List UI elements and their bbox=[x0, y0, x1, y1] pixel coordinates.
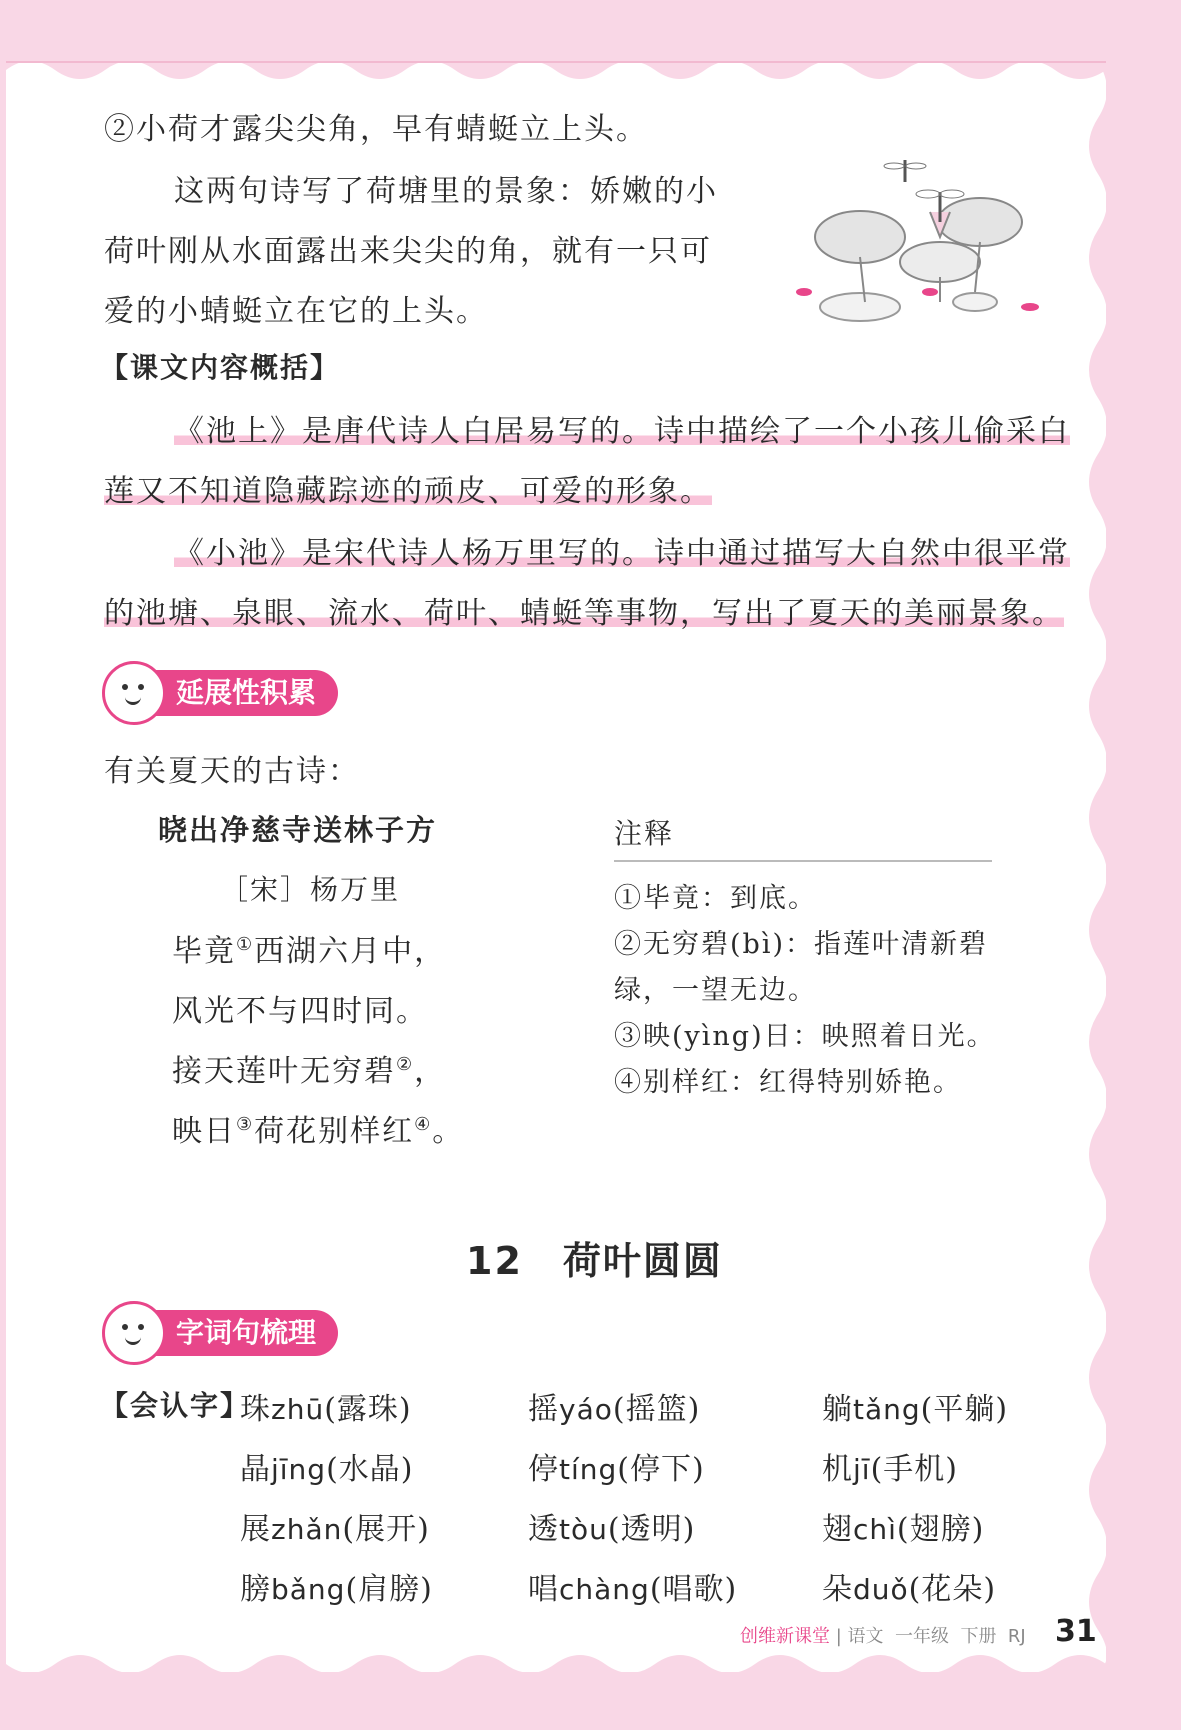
footer: 创维新课堂 | 语文 一年级 下册 RJ bbox=[740, 1626, 1026, 1647]
word-entry: 唱chàng(唱歌) bbox=[528, 1572, 738, 1607]
summary-heading: 【课文内容概括】 bbox=[100, 351, 341, 384]
mascot-icon bbox=[102, 661, 166, 725]
poem-intro: 有关夏天的古诗： bbox=[104, 754, 360, 789]
note-item: ③映(yìng)日：映照着日光。 bbox=[614, 1021, 996, 1052]
explain-line: 这两句诗写了荷塘里的景象：娇嫩的小 bbox=[174, 174, 718, 209]
explain-line: 荷叶刚从水面露出来尖尖的角，就有一只可 bbox=[104, 234, 712, 269]
word-entry: 透tòu(透明) bbox=[528, 1512, 696, 1547]
note-item: ①毕竟：到底。 bbox=[614, 883, 817, 914]
lesson-number: 12 bbox=[466, 1239, 523, 1283]
poem-line: 毕竟①西湖六月中， bbox=[172, 934, 447, 969]
summary-line bbox=[174, 528, 1070, 572]
poem-line: 映日③荷花别样红④。 bbox=[172, 1114, 465, 1149]
word-entry: 珠zhū(露珠) bbox=[240, 1392, 412, 1427]
poem-line: 风光不与四时同。 bbox=[172, 994, 428, 1029]
word-entry: 晶jīng(水晶) bbox=[240, 1452, 414, 1487]
summary-text: 《小池》是宋代诗人杨万里写的。诗中通过描写大自然中很平常 bbox=[174, 536, 1070, 571]
poem-line-2: ②小荷才露尖尖角，早有蜻蜓立上头。 bbox=[104, 112, 648, 147]
word-entry: 膀bǎng(肩膀) bbox=[240, 1572, 433, 1607]
note-item: ④别样红：红得特别娇艳。 bbox=[614, 1067, 962, 1098]
lesson-title bbox=[466, 1230, 723, 1285]
word-entry: 躺tǎng(平躺) bbox=[822, 1392, 1009, 1427]
footer-brand: 创维新课堂 bbox=[740, 1626, 830, 1647]
footer-grade: 一年级 bbox=[895, 1626, 949, 1647]
word-entry: 摇yáo(摇篮) bbox=[528, 1392, 701, 1427]
footer-volume: 下册 bbox=[960, 1626, 997, 1647]
summary-text: 《池上》是唐代诗人白居易写的。诗中描绘了一个小孩儿偷采白 bbox=[174, 414, 1070, 449]
summary-text: 莲又不知道隐藏踪迹的顽皮、可爱的形象。 bbox=[104, 474, 712, 509]
mascot-icon bbox=[102, 1301, 166, 1365]
word-entry: 展zhǎn(展开) bbox=[240, 1512, 430, 1547]
poem-author: ［宋］杨万里 bbox=[220, 873, 401, 906]
footer-subject: 语文 bbox=[847, 1626, 884, 1647]
summary-line bbox=[174, 406, 1070, 450]
lesson-name: 荷叶圆圆 bbox=[562, 1239, 723, 1283]
word-entry: 朵duǒ(花朵) bbox=[822, 1572, 997, 1607]
summary-text: 的池塘、泉眼、流水、荷叶、蜻蜓等事物，写出了夏天的美丽景象。 bbox=[104, 596, 1064, 631]
lotus-dragonfly-illustration bbox=[790, 152, 1060, 332]
footer-edition: RJ bbox=[1007, 1626, 1026, 1647]
word-entry: 翅chì(翅膀) bbox=[822, 1512, 985, 1547]
summary-line bbox=[104, 466, 712, 510]
section-banner-extension bbox=[106, 670, 338, 716]
notes-divider bbox=[614, 860, 992, 862]
note-item: ②无穷碧(bì)：指莲叶清新碧 bbox=[614, 929, 988, 960]
page-number: 31 bbox=[1055, 1614, 1097, 1649]
word-label: 【会认字】 bbox=[100, 1389, 251, 1422]
explain-line: 爱的小蜻蜓立在它的上头。 bbox=[104, 294, 488, 329]
section-title: 延展性积累 bbox=[176, 676, 317, 709]
note-item: 绿，一望无边。 bbox=[614, 975, 817, 1006]
summary-line bbox=[104, 588, 1064, 632]
poem-line: 接天莲叶无穷碧②， bbox=[172, 1054, 447, 1089]
section-banner-vocabulary bbox=[106, 1310, 338, 1356]
poem-title: 晓出净慈寺送林子方 bbox=[158, 813, 438, 847]
notes-heading: 注释 bbox=[614, 817, 675, 850]
word-entry: 停tíng(停下) bbox=[528, 1452, 705, 1487]
section-title: 字词句梳理 bbox=[176, 1316, 317, 1349]
word-entry: 机jī(手机) bbox=[822, 1452, 958, 1487]
